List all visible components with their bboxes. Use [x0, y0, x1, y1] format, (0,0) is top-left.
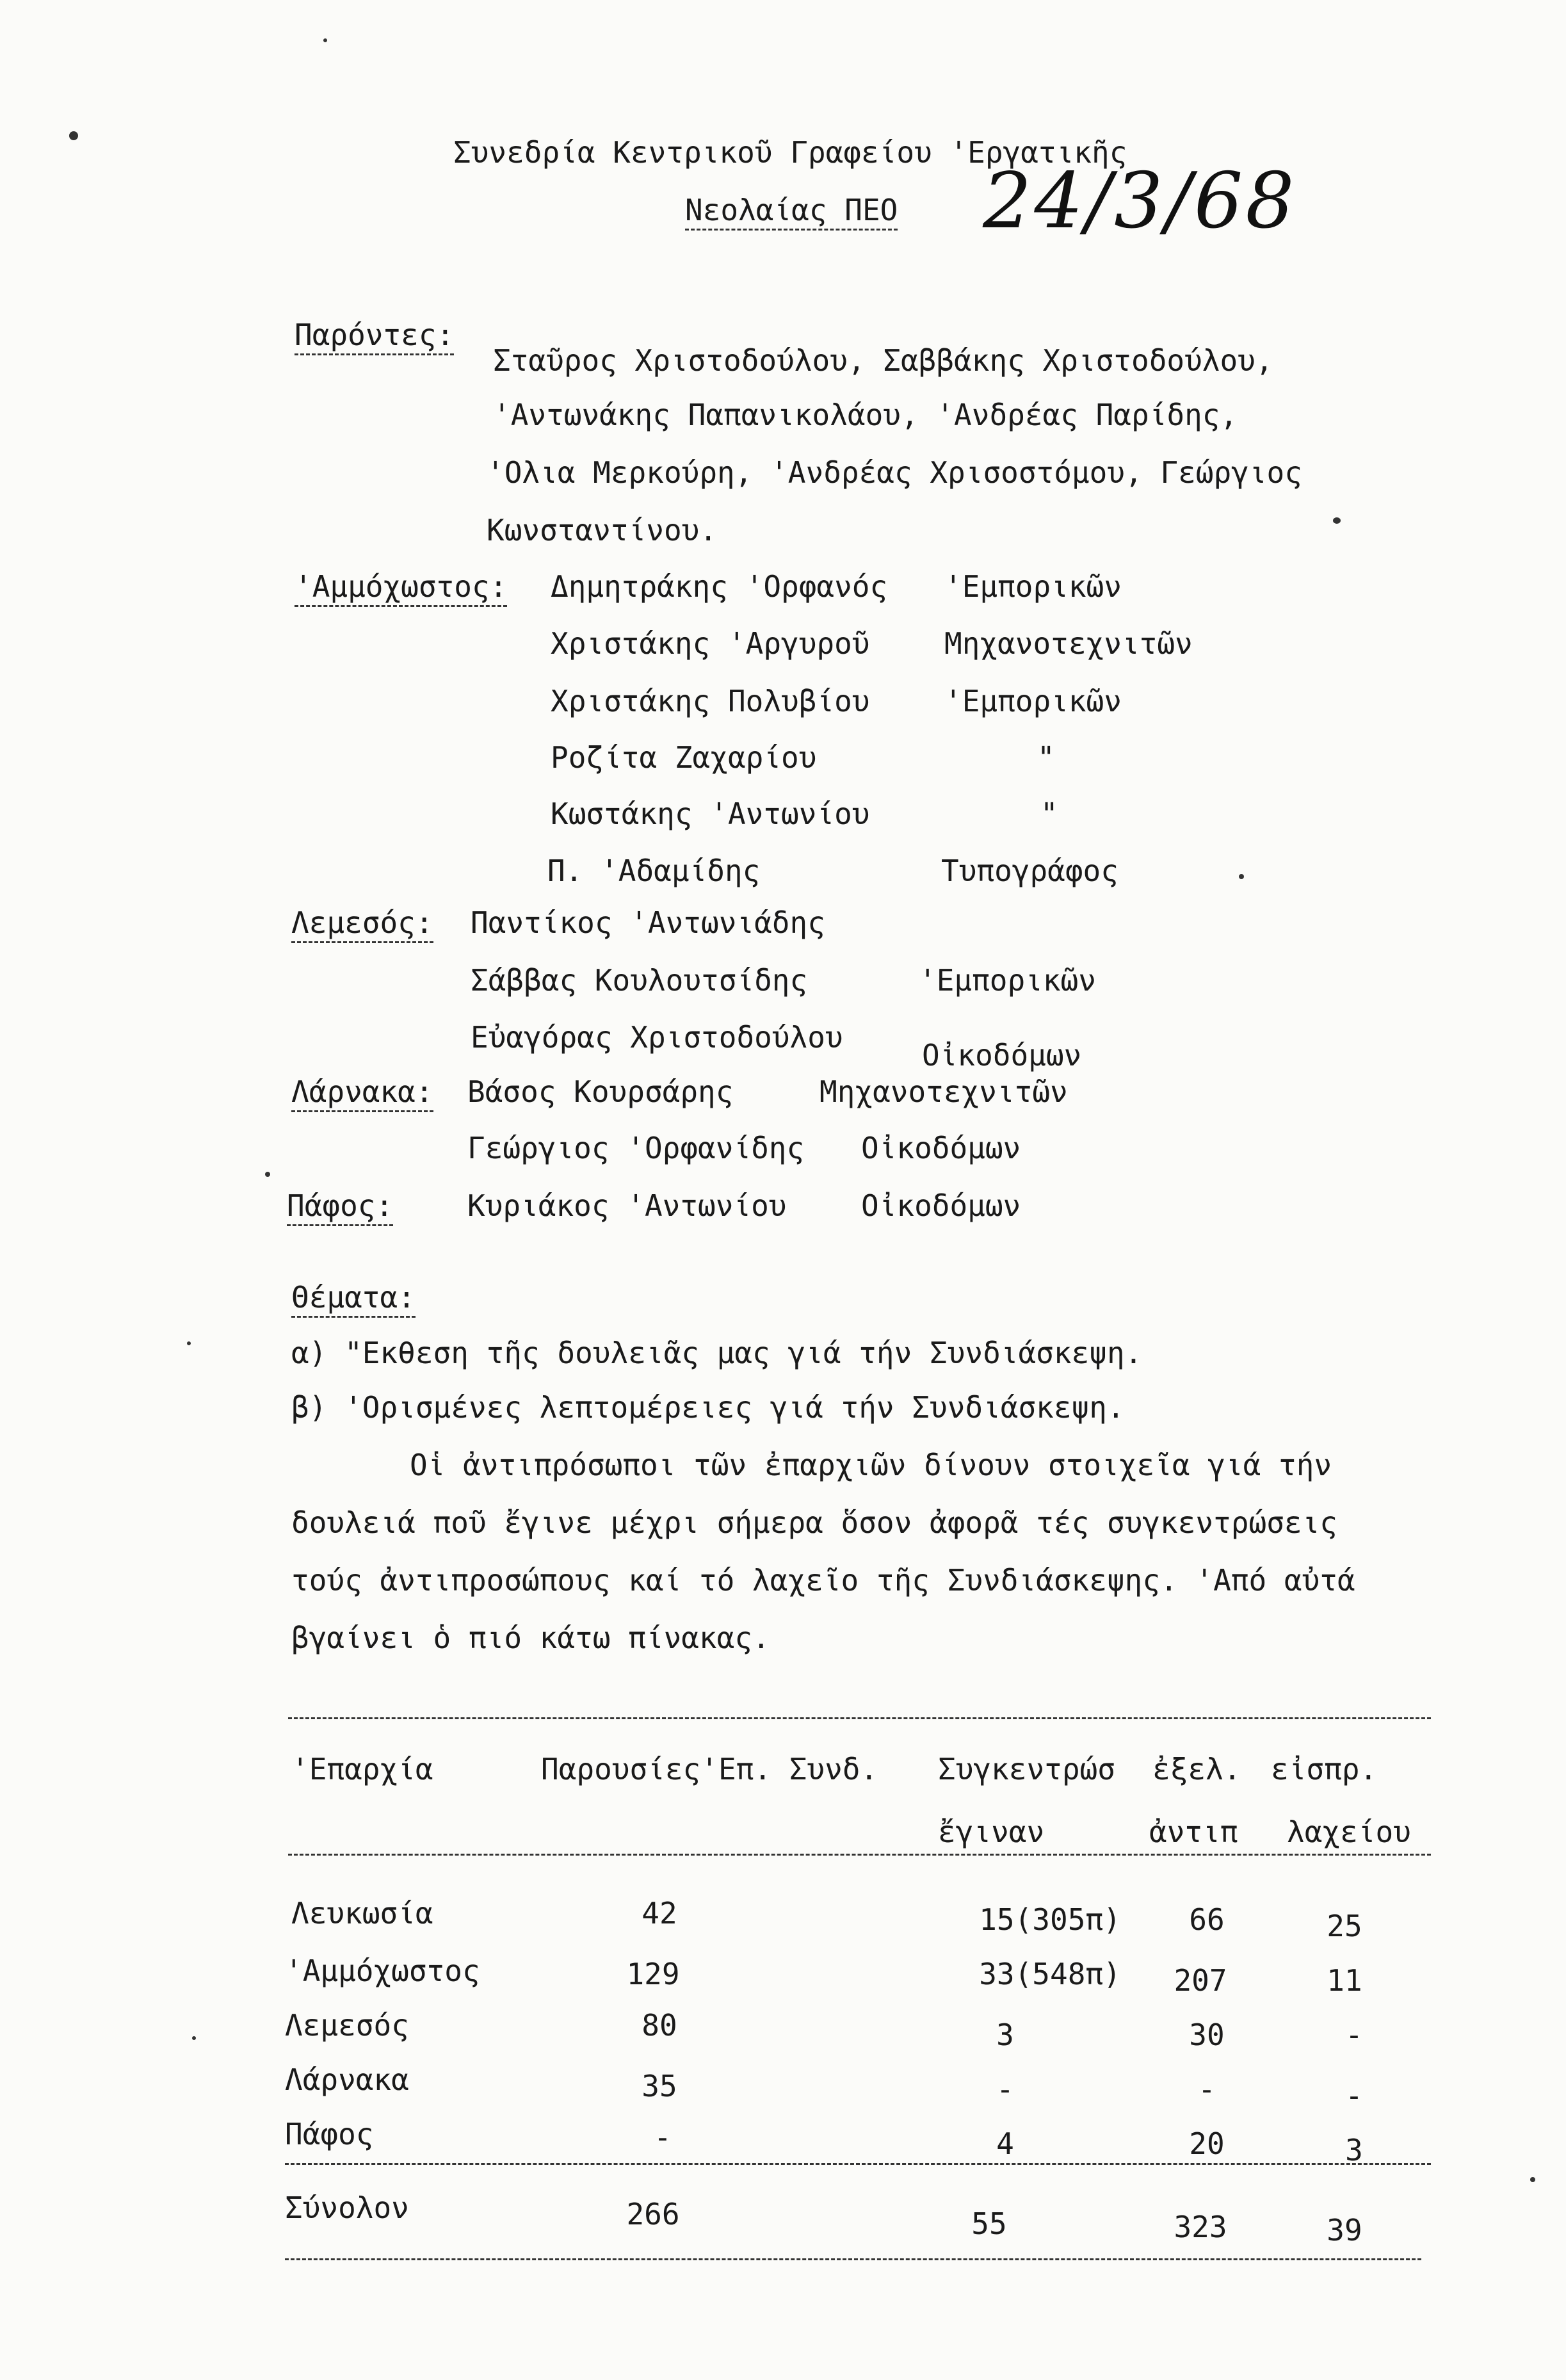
cell-district: Λευκωσία — [291, 1896, 433, 1931]
paragraph-line: τούς ἀντιπροσώπους καί τό λαχεῖο τῆς Συνδιάσκεψης. 'Από αὐτά — [291, 1563, 1355, 1598]
cell-present: 42 — [642, 1896, 677, 1931]
cell-selected: 66 — [1189, 1902, 1225, 1937]
attendees-label: Παρόντες: — [295, 320, 454, 355]
cell-present: 129 — [626, 1957, 680, 1991]
topic-item: α) "Εκθεση τῆς δουλειᾶς μας γιά τήν Συνδιάσκεψη. — [291, 1336, 1143, 1370]
cell-gatherings: 15(305π) — [979, 1902, 1121, 1937]
handwritten-date: 24/3/68 — [983, 157, 1297, 246]
scan-speck — [187, 1341, 191, 1345]
scan-speck — [323, 38, 327, 42]
topics-label: Θέματα: — [291, 1283, 416, 1318]
cell-total-income: 39 — [1327, 2213, 1362, 2247]
cell-total-label: Σύνολον — [285, 2190, 409, 2225]
table-top-rule — [288, 1717, 1431, 1719]
person-union: Οἰκοδόμων — [861, 1188, 1021, 1223]
cell-district: Πάφος — [285, 2117, 374, 2151]
cell-selected: 20 — [1189, 2126, 1225, 2161]
person-union: " — [1040, 797, 1058, 831]
person-name: Δημητράκης 'Ορφανός — [551, 569, 888, 604]
district-label-ammochostos: 'Αμμόχωστος: — [295, 572, 507, 607]
document-subtitle: Νεολαίας ΠΕΟ — [685, 195, 898, 231]
paragraph-line: βγαίνει ὁ πιό κάτω πίνακας. — [291, 1621, 770, 1655]
table-header-rule — [288, 1854, 1431, 1856]
cell-gatherings: 4 — [996, 2126, 1014, 2161]
person-name: Παντίκος 'Αντωνιάδης — [471, 905, 825, 940]
topic-item: β) 'Ορισμένες λεπτομέρειες γιά τήν Συνδιάσκεψη. — [291, 1390, 1125, 1425]
attendee-line: Κωνσταντίνου. — [487, 513, 718, 547]
scan-speck — [1239, 874, 1244, 879]
cell-income: 3 — [1345, 2133, 1363, 2167]
scan-speck — [1530, 2177, 1535, 2182]
person-name: Σάββας Κουλουτσίδης — [471, 963, 808, 998]
cell-gatherings: 33(548π) — [979, 1957, 1121, 1991]
cell-income: 25 — [1327, 1909, 1362, 1943]
person-union: Μηχανοτεχνιτῶν — [944, 626, 1193, 661]
person-name: Βάσος Κουρσάρης — [467, 1074, 734, 1109]
person-union: " — [1037, 740, 1055, 775]
attendee-line: Σταῦρος Χριστοδούλου, Σαββάκης Χριστοδούλου, — [493, 343, 1273, 378]
cell-income: - — [1345, 2078, 1363, 2113]
cell-present: - — [654, 2120, 672, 2155]
attendee-line: 'Ολια Μερκούρη, 'Ανδρέας Χρισοστόμου, Γεώργιος — [487, 455, 1302, 490]
table-bottom-rule — [285, 2258, 1421, 2260]
cell-income: 11 — [1327, 1963, 1362, 1998]
cell-income: - — [1345, 2018, 1363, 2052]
person-name: Χριστάκης 'Αργυροῦ — [551, 626, 870, 661]
person-name: Χριστάκης Πολυβίου — [551, 684, 870, 718]
table-header-district: 'Επαρχία — [291, 1752, 433, 1786]
cell-selected: - — [1198, 2072, 1216, 2107]
scan-speck — [265, 1172, 270, 1177]
person-name: Π. 'Αδαμίδης — [547, 854, 761, 888]
person-union: Μηχανοτεχνιτῶν — [819, 1074, 1068, 1109]
person-union: 'Εμπορικῶν — [919, 963, 1096, 998]
document-title: Συνεδρία Κεντρικοῦ Γραφείου 'Εργατικῆς — [453, 135, 1127, 170]
cell-total-present: 266 — [626, 2197, 680, 2231]
table-header-selected-sub: ἀντιπ — [1149, 1815, 1238, 1849]
table-header-income: εἰσπρ. — [1271, 1752, 1378, 1786]
scan-speck — [69, 131, 78, 140]
paragraph-line: δουλειά ποῦ ἔγινε μέχρι σήμερα ὅσον ἀφορᾶ τές συγκεντρώσεις — [291, 1505, 1337, 1540]
cell-present: 35 — [642, 2069, 677, 2103]
table-total-rule — [285, 2163, 1431, 2165]
person-union: Οἰκοδόμων — [922, 1038, 1082, 1073]
cell-gatherings: - — [996, 2072, 1014, 2107]
person-union: 'Εμπορικῶν — [944, 684, 1122, 718]
scan-speck — [192, 2036, 196, 2040]
person-name: Γεώργιος 'Ορφανίδης — [467, 1131, 805, 1165]
cell-selected: 207 — [1174, 1963, 1227, 1998]
cell-district: Λάρνακα — [285, 2062, 409, 2097]
paragraph-line: Οἱ ἀντιπρόσωποι τῶν ἐπαρχιῶν δίνουν στοιχεῖα γιά τήν — [410, 1448, 1332, 1482]
person-name: Κωστάκης 'Αντωνίου — [551, 797, 870, 831]
cell-total-gatherings: 55 — [971, 2206, 1007, 2241]
table-header-present: Παρουσίες'Επ. Συνδ. — [541, 1752, 878, 1786]
person-name: Ροζίτα Ζαχαρίου — [551, 740, 817, 775]
table-header-gatherings-sub: ἔγιναν — [938, 1815, 1045, 1849]
cell-gatherings: 3 — [996, 2018, 1014, 2052]
person-name: Εὐαγόρας Χριστοδούλου — [471, 1020, 843, 1055]
person-union: Οἰκοδόμων — [861, 1131, 1021, 1165]
person-union: Τυπογράφος — [941, 854, 1118, 888]
table-header-selected: ἐξελ. — [1152, 1752, 1241, 1786]
cell-selected: 30 — [1189, 2018, 1225, 2052]
district-label-pafos: Πάφος: — [287, 1191, 393, 1226]
cell-total-selected: 323 — [1174, 2210, 1227, 2244]
table-header-gatherings: Συγκεντρώσ — [938, 1752, 1115, 1786]
person-name: Κυριάκος 'Αντωνίου — [467, 1188, 787, 1223]
district-label-larnaka: Λάρνακα: — [291, 1077, 433, 1112]
district-label-lemesos: Λεμεσός: — [291, 908, 433, 943]
cell-district: 'Αμμόχωστος — [285, 1954, 480, 1988]
table-header-income-sub: λαχείου — [1287, 1815, 1411, 1849]
cell-present: 80 — [642, 2008, 677, 2043]
attendee-line: 'Αντωνάκης Παπανικολάου, 'Ανδρέας Παρίδης, — [493, 398, 1238, 432]
cell-district: Λεμεσός — [285, 2008, 409, 2043]
scan-speck — [1333, 517, 1341, 524]
person-union: 'Εμπορικῶν — [944, 569, 1122, 604]
